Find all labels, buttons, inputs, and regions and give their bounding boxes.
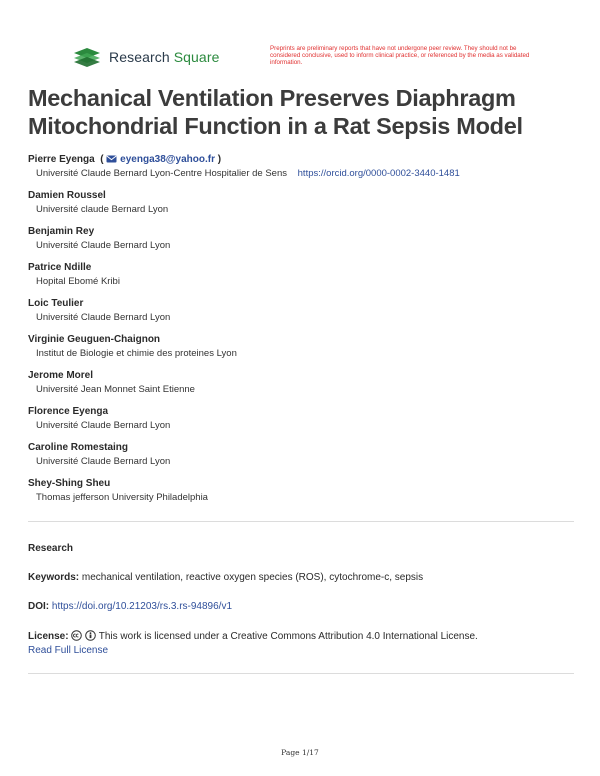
preprint-disclaimer: Preprints are preliminary reports that have not undergone peer review. They should not be considered conclusive, used to inform clinical practice, or referenced by the media as validated information. — [270, 45, 530, 67]
author-affiliation: Thomas jefferson University Philadelphia — [36, 492, 208, 503]
author-affiliation: Université Claude Bernard Lyon — [36, 456, 171, 467]
divider — [28, 521, 574, 522]
author-entry — [28, 261, 588, 297]
author-entry — [28, 297, 588, 333]
keywords-label: Keywords: — [28, 572, 80, 583]
author-name: Pierre Eyenga ( eyenga38@yahoo.fr ) — [28, 154, 222, 165]
author-name: Virginie Geuguen-Chaignon — [28, 334, 161, 345]
license — [28, 630, 578, 658]
keywords — [28, 571, 578, 585]
author-entry — [28, 405, 588, 441]
author-affiliation: Université Claude Bernard Lyon — [36, 420, 171, 431]
doi-label: DOI: — [28, 601, 50, 612]
envelope-icon — [106, 155, 117, 163]
author-name: Florence Eyenga — [28, 406, 109, 417]
brand-name — [109, 49, 219, 65]
author-list — [28, 153, 588, 513]
doi — [28, 600, 578, 614]
author-name: Damien Roussel — [28, 190, 106, 201]
divider — [28, 673, 574, 674]
author-affiliation: Université Claude Bernard Lyon-Centre Hospitalier de Sens https://orcid.org/0000-0002-3440-1481 — [36, 168, 460, 179]
author-entry — [28, 441, 588, 477]
author-entry — [28, 477, 588, 513]
author-name: Patrice Ndille — [28, 262, 92, 273]
author-name: Loic Teulier — [28, 298, 84, 309]
author-name: Benjamin Rey — [28, 226, 95, 237]
author-entry — [28, 225, 588, 261]
brand-name-part2: Square — [173, 49, 220, 65]
author-affiliation: Institut de Biologie et chimie des proteines Lyon — [36, 348, 237, 359]
author-name: Caroline Romestaing — [28, 442, 129, 453]
page-header — [0, 0, 600, 80]
license-text: This work is licensed under a Creative Commons Attribution 4.0 International License. — [98, 631, 478, 642]
article-type: Research — [28, 543, 74, 554]
author-affiliation: Université Claude Bernard Lyon — [36, 312, 171, 323]
paper-title: Mechanical Ventilation Preserves Diaphragm Mitochondrial Function in a Rat Sepsis Model — [28, 85, 523, 139]
author-affiliation: Université Claude Bernard Lyon — [36, 240, 171, 251]
author-name: Jerome Morel — [28, 370, 94, 381]
author-affiliation: Hopital Ebomé Kribi — [36, 276, 120, 287]
author-affiliation: Université claude Bernard Lyon — [36, 204, 169, 215]
author-entry — [28, 189, 588, 225]
author-affiliation: Université Jean Monnet Saint Etienne — [36, 384, 195, 395]
author-entry — [28, 153, 588, 189]
research-square-logo-icon — [72, 46, 102, 68]
author-entry — [28, 333, 588, 369]
doi-link[interactable]: https://doi.org/10.21203/rs.3.rs-94896/v1 — [51, 601, 233, 612]
author-email-link[interactable]: eyenga38@yahoo.fr — [106, 154, 217, 165]
keywords-value: mechanical ventilation, reactive oxygen species (ROS), cytochrome-c, sepsis — [81, 572, 424, 583]
brand-name-part1: Research — [109, 49, 170, 65]
author-name: Shey-Shing Sheu — [28, 478, 111, 489]
author-entry — [28, 369, 588, 405]
orcid-link[interactable]: https://orcid.org/0000-0002-3440-1481 — [297, 168, 460, 179]
page-number: Page 1/17 — [281, 748, 319, 757]
creative-commons-icon — [71, 630, 82, 641]
license-label: License: — [28, 631, 69, 642]
research-square-logo[interactable] — [72, 46, 219, 68]
read-full-license-link[interactable]: Read Full License — [28, 645, 109, 656]
attribution-icon — [85, 630, 96, 641]
